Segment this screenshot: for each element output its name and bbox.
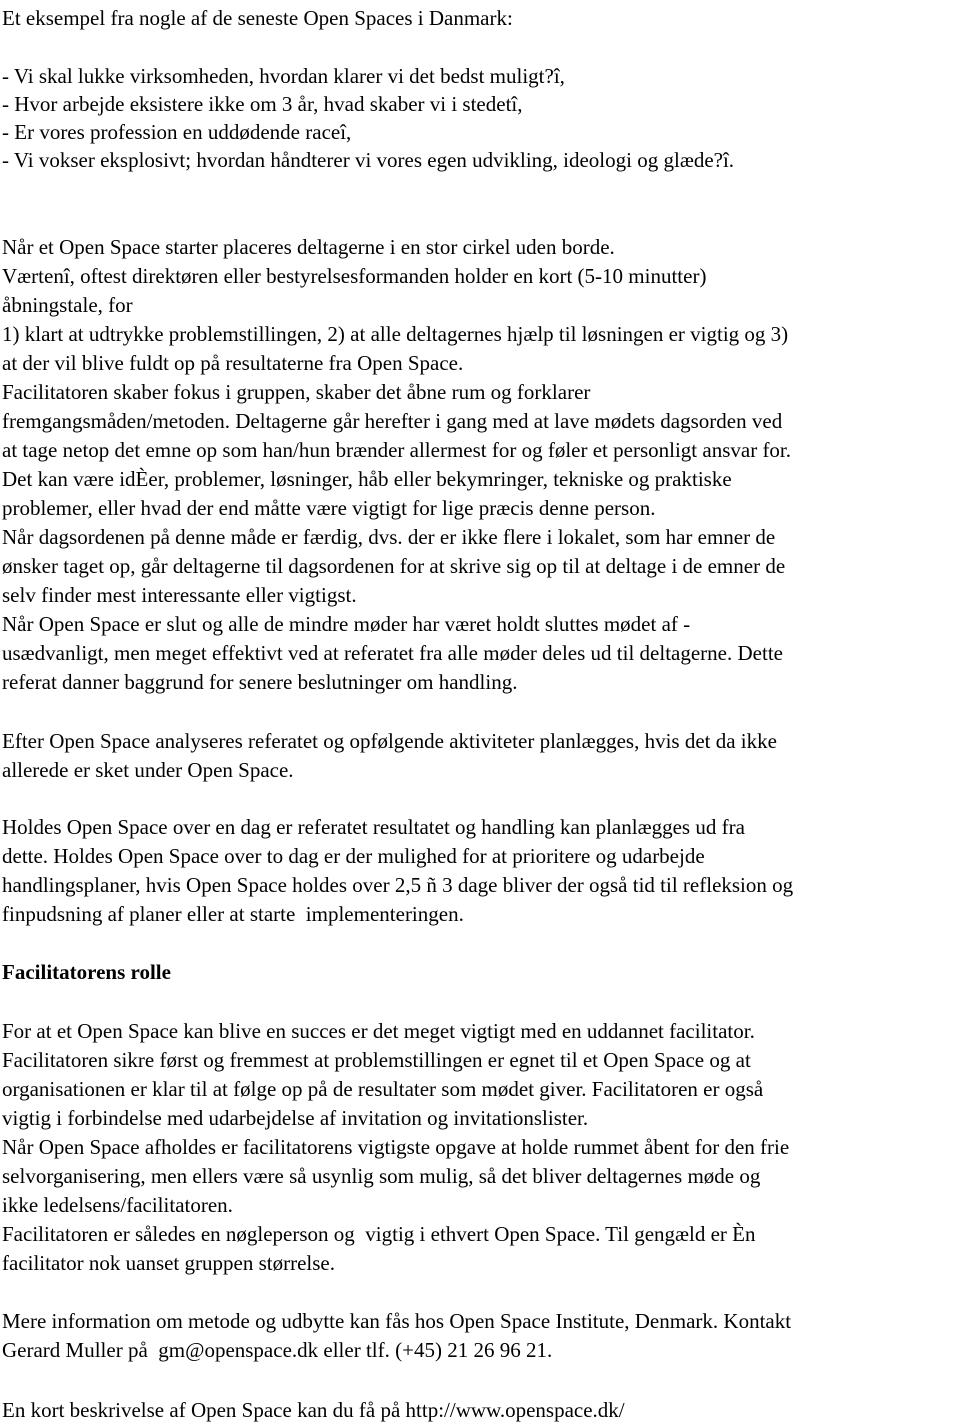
example-item: - Hvor arbejde eksistere ikke om 3 år, hvad skaber vi i stedetî, — [2, 92, 523, 116]
paragraph-line: Når et Open Space starter placeres deltagerne i en stor cirkel uden borde. — [2, 235, 615, 259]
paragraph-line: referat danner baggrund for senere beslutninger om handling. — [2, 670, 518, 694]
paragraph-line: åbningstale, for — [2, 293, 133, 317]
paragraph-line: vigtig i forbindelse med udarbejdelse af invitation og invitationslister. — [2, 1106, 589, 1130]
paragraph-line: Det kan være idÈer, problemer, løsninger, håb eller bekymringer, tekniske og praktiske — [2, 467, 732, 491]
paragraph-line: handlingsplaner, hvis Open Space holdes over 2,5 ñ 3 dage bliver der også tid til refleksion og — [2, 873, 794, 897]
paragraph-line: allerede er sket under Open Space. — [2, 758, 294, 782]
paragraph-line: ikke ledelsens/facilitatoren. — [2, 1193, 233, 1217]
paragraph-line: Facilitatoren er således en nøgleperson og vigtig i ethvert Open Space. Til gengæld er Èn — [2, 1222, 756, 1246]
paragraph-line: Værtenî, oftest direktøren eller bestyrelsesformanden holder en kort (5-10 minutter) — [2, 264, 707, 288]
example-item: - Vi skal lukke virksomheden, hvordan klarer vi det bedst muligt?î, — [2, 64, 565, 88]
paragraph-line: Når dagsordenen på denne måde er færdig, dvs. der er ikke flere i lokalet, som har emner de — [2, 525, 776, 549]
paragraph-line: 1) klart at udtrykke problemstillingen, 2) at alle deltagernes hjælp til løsningen er vigtig og 3) — [2, 322, 789, 346]
paragraph-line: ønsker taget op, går deltagerne til dagsordenen for at skrive sig op til at deltage i de emner de — [2, 554, 786, 578]
paragraph-line: Efter Open Space analyseres referatet og opfølgende aktiviteter planlægges, hvis det da ikke — [2, 729, 777, 753]
paragraph-line: For at et Open Space kan blive en succes er det meget vigtigt med en uddannet facilitator. — [2, 1019, 755, 1043]
paragraph-line: dette. Holdes Open Space over to dag er der mulighed for at prioritere og udarbejde — [2, 844, 705, 868]
paragraph-line: Når Open Space er slut og alle de mindre møder har været holdt sluttes mødet af - — [2, 612, 691, 636]
paragraph-line: selvorganisering, men ellers være så usynlig som mulig, så det bliver deltagernes møde og — [2, 1164, 761, 1188]
section-heading: Facilitatorens rolle — [2, 960, 171, 984]
website-line: En kort beskrivelse af Open Space kan du få på http://www.openspace.dk/ — [2, 1398, 625, 1422]
paragraph-line: at tage netop det emne op som han/hun brænder allermest for og føler et personligt ansvar for. — [2, 438, 792, 462]
paragraph-line: problemer, eller hvad der end måtte være vigtigt for lige præcis denne person. — [2, 496, 656, 520]
paragraph-line: usædvanligt, men meget effektivt ved at referatet fra alle møder deles ud til deltagerne. Dette — [2, 641, 783, 665]
paragraph-line: selv finder mest interessante eller vigtigst. — [2, 583, 357, 607]
paragraph-line: Mere information om metode og udbytte kan fås hos Open Space Institute, Denmark. Kontakt — [2, 1309, 792, 1333]
paragraph-line: Holdes Open Space over en dag er referatet resultatet og handling kan planlægges ud fra — [2, 815, 745, 839]
paragraph-line: Facilitatoren sikre først og fremmest at problemstillingen er egnet til et Open Space og at — [2, 1048, 751, 1072]
paragraph-line: fremgangsmåden/metoden. Deltagerne går herefter i gang med at lave mødets dagsorden ved — [2, 409, 783, 433]
paragraph-line: organisationen er klar til at følge op på de resultater som mødet giver. Facilitatoren er også — [2, 1077, 764, 1101]
paragraph-line: at der vil blive fuldt op på resultaterne fra Open Space. — [2, 351, 464, 375]
paragraph-line: Når Open Space afholdes er facilitatorens vigtigste opgave at holde rummet åbent for den frie — [2, 1135, 790, 1159]
paragraph-line: finpudsning af planer eller at starte implementeringen. — [2, 902, 464, 926]
example-item: - Vi vokser eksplosivt; hvordan håndterer vi vores egen udvikling, ideologi og glæde?î. — [2, 148, 735, 172]
paragraph-line: facilitator nok uanset gruppen størrelse. — [2, 1251, 335, 1275]
paragraph-line: Facilitatoren skaber fokus i gruppen, skaber det åbne rum og forklarer — [2, 380, 591, 404]
intro-line: Et eksempel fra nogle af de seneste Open Spaces i Danmark: — [2, 6, 513, 30]
example-item: - Er vores profession en uddødende raceî, — [2, 120, 352, 144]
contact-line: Gerard Muller på gm@openspace.dk eller tlf. (+45) 21 26 96 21. — [2, 1338, 553, 1362]
